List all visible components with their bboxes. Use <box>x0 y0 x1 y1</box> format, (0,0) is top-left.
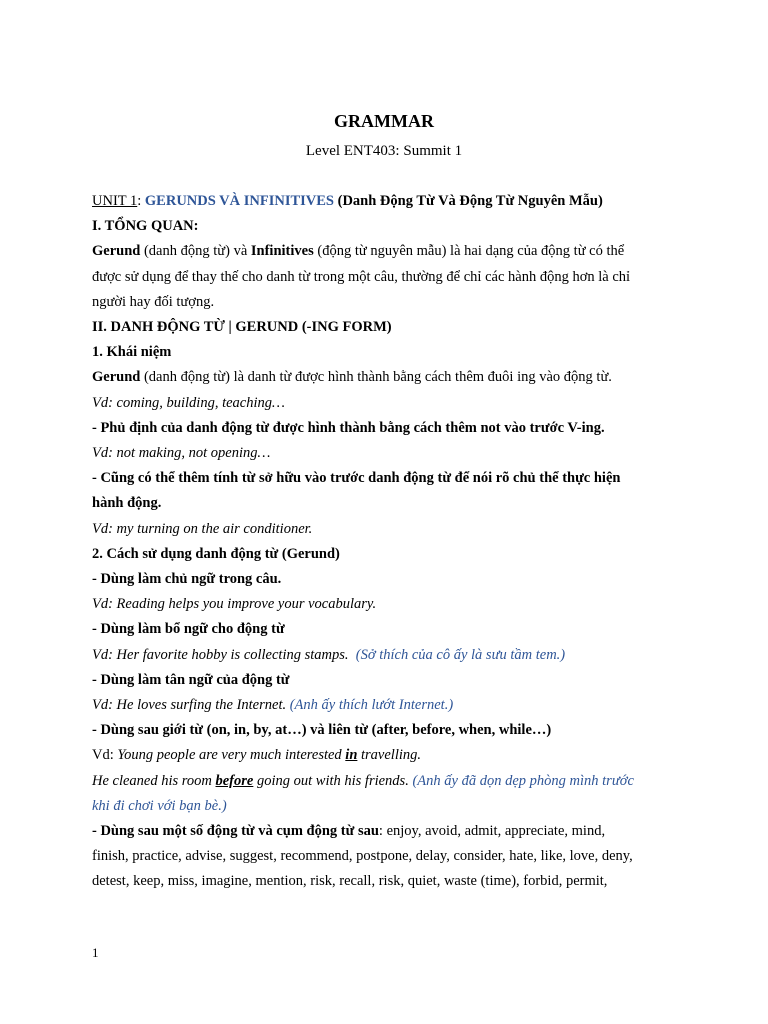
example-7-prefix: Vd: <box>92 747 118 764</box>
verbs-rule-label: - Dùng sau một số động từ và cụm động từ sau <box>92 823 379 840</box>
document-title: GRAMMAR <box>334 111 434 131</box>
subject-rule: - Dùng làm chủ ngữ trong câu. <box>92 571 282 588</box>
negation-rule: - Phủ định của danh động từ được hình thành bằng cách thêm not vào trước V-ing. <box>92 419 605 436</box>
preposition-rule: - Dùng sau giới từ (on, in, by, at…) và liên từ (after, before, when, while…) <box>92 722 552 739</box>
term-infinitives: Infinitives <box>250 243 314 260</box>
example-8-keyword: before <box>215 772 254 789</box>
concept-heading: 1. Khái niệm <box>92 344 172 361</box>
example-2: Vd: not making, not opening… <box>92 445 271 462</box>
example-5-translation: (Sở thích của cô ấy là sưu tầm tem.) <box>355 646 566 663</box>
example-8-line <box>92 769 692 794</box>
verbs-list-1: : enjoy, avoid, admit, appreciate, mind, <box>378 823 606 840</box>
example-7-a: Young people are very much interested <box>117 747 346 764</box>
example-6: Vd: He loves surfing the Internet. <box>92 697 287 714</box>
section-2-heading: II. DANH ĐỘNG TỪ | GERUND (-ING FORM) <box>92 319 392 336</box>
example-3: Vd: my turning on the air conditioner. <box>92 520 313 537</box>
example-7-keyword: in <box>345 747 358 764</box>
term-gerund: Gerund <box>92 243 141 260</box>
example-5: Vd: Her favorite hobby is collecting stamps. <box>92 646 349 663</box>
example-8-b: going out with his friends. <box>253 772 409 789</box>
example-7-line <box>92 743 692 768</box>
page-number: 1 <box>92 945 99 960</box>
unit-name: GERUNDS VÀ INFINITIVES <box>144 193 334 209</box>
document-body <box>92 189 692 895</box>
example-4: Vd: Reading helps you improve your vocabulary. <box>92 596 377 613</box>
example-6-line <box>92 693 692 718</box>
possessive-rule-line-2: hành động. <box>92 495 162 512</box>
document-subtitle: Level ENT403: Summit 1 <box>305 143 463 159</box>
overview-line-1 <box>92 239 692 264</box>
verbs-rule-line-1 <box>92 819 692 844</box>
definition-line <box>92 365 692 390</box>
unit-separator: : <box>137 193 145 209</box>
overview-text-b: (động từ nguyên mẫu) là hai dạng của động từ có thể <box>313 243 625 260</box>
possessive-rule-line-1: - Cũng có thể thêm tính từ sở hữu vào trước danh động từ để nói rõ chủ thể thực hiện <box>92 470 621 487</box>
overview-heading: I. TỔNG QUAN: <box>92 218 199 235</box>
example-8-a: He cleaned his room <box>92 772 216 789</box>
unit-label: UNIT 1 <box>92 193 138 209</box>
unit-heading <box>92 189 692 214</box>
overview-text-a: (danh động từ) và <box>140 243 251 260</box>
complement-rule: - Dùng làm bổ ngữ cho động từ <box>92 621 285 638</box>
overview-line-2: được sử dụng để thay thế cho danh từ trong một câu, thường để chỉ các hành động hơn là chỉ <box>92 268 631 285</box>
overview-line-3: người hay đối tượng. <box>92 293 215 310</box>
object-rule: - Dùng làm tân ngữ của động từ <box>92 671 290 688</box>
definition-term: Gerund <box>92 369 141 386</box>
example-5-line <box>92 643 692 668</box>
example-7-b: travelling. <box>357 747 422 764</box>
example-8-translation-1: (Anh ấy đã dọn dẹp phòng mình trước <box>412 772 634 789</box>
verbs-list-2: finish, practice, advise, suggest, recommend, postpone, delay, consider, hate, like, love, deny, <box>92 848 633 865</box>
unit-translation: (Danh Động Từ Và Động Từ Nguyên Mẫu) <box>334 193 603 209</box>
usage-heading: 2. Cách sử dụng danh động từ (Gerund) <box>92 545 340 562</box>
example-1: Vd: coming, building, teaching… <box>92 394 285 411</box>
example-6-translation: (Anh ấy thích lướt Internet.) <box>289 697 454 714</box>
example-8-translation-2: khi đi chơi với bạn bè.) <box>92 797 227 814</box>
definition-text: (danh động từ) là danh từ được hình thành bằng cách thêm đuôi ing vào động từ. <box>140 369 612 386</box>
verbs-list-3: detest, keep, miss, imagine, mention, risk, recall, risk, quiet, waste (time), forbid, permit, <box>92 873 608 890</box>
